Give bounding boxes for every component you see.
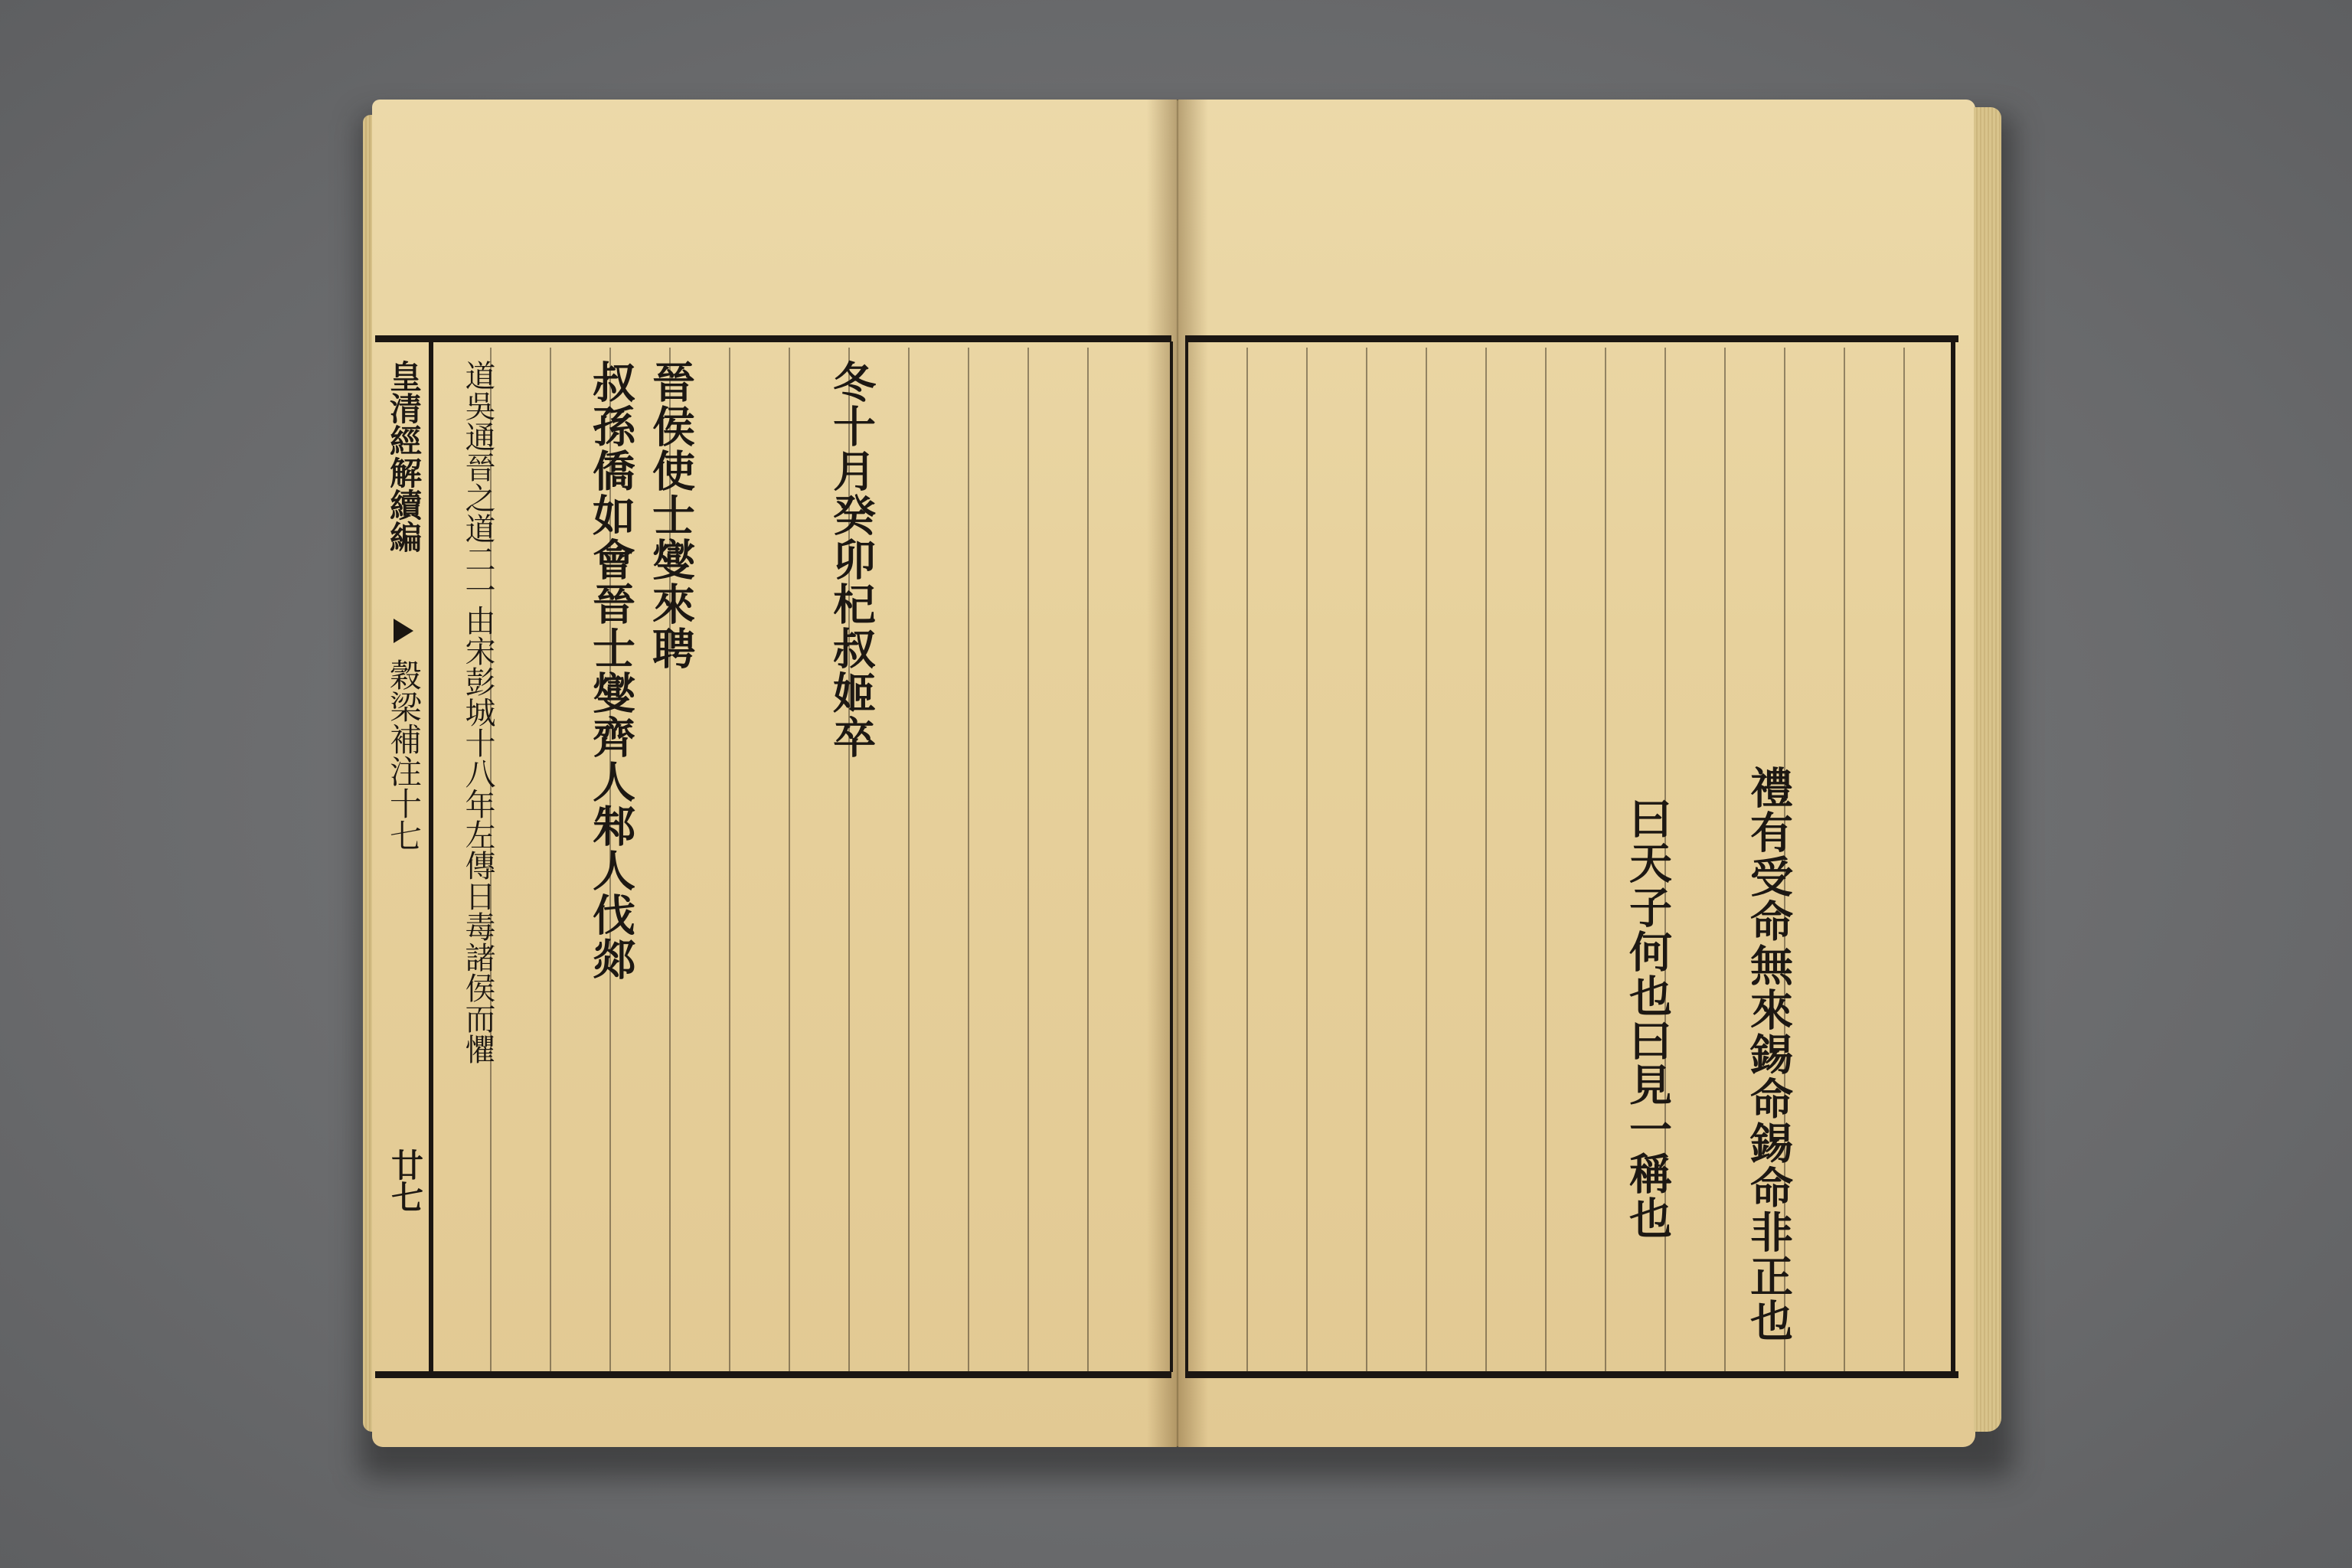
page-number: 廿七 <box>387 1148 424 1213</box>
right-page-frame <box>1185 335 1958 1378</box>
text-column: 禮有受命無來錫命錫命非正也 <box>1743 766 1794 1343</box>
column-rule <box>729 348 730 1372</box>
column-rule <box>1844 348 1845 1372</box>
column-rule <box>1903 348 1905 1372</box>
right-frame-inner-rule <box>1185 341 1188 1372</box>
fold-mark <box>394 619 413 643</box>
column-rule <box>1246 348 1248 1372</box>
right-page-edges <box>1974 107 2001 1432</box>
column-rule <box>908 348 910 1372</box>
left-frame-inner-rule <box>429 341 433 1372</box>
column-rule <box>968 348 969 1372</box>
text-column: 道吳通晉之道二一由宋彭城十八年左傳日毒諸侯而懼 <box>460 360 495 1064</box>
column-rule <box>1366 348 1367 1372</box>
text-column: 冬十月癸卯杞叔姬卒 <box>826 360 877 760</box>
column-rule <box>1605 348 1606 1372</box>
right-frame-outer-rule <box>1951 341 1955 1372</box>
column-rule <box>789 348 790 1372</box>
text-column: 叔孫僑如會晉士燮齊人邾人伐郯 <box>586 360 636 982</box>
column-rule <box>1724 348 1726 1372</box>
column-rule <box>1306 348 1308 1372</box>
column-rule <box>1545 348 1547 1372</box>
column-rule <box>1426 348 1427 1372</box>
book-title: 皇清經解續編 <box>385 360 423 553</box>
column-rule <box>1087 348 1089 1372</box>
text-column: 晉侯使士燮來聘 <box>645 360 696 671</box>
text-column: 曰天子何也曰見一稱也 <box>1622 796 1673 1240</box>
column-rule <box>550 348 551 1372</box>
bleed-through-text: ⠀ <box>1437 115 1472 150</box>
column-rule <box>1027 348 1029 1372</box>
left-frame-outer-rule <box>1170 341 1173 1372</box>
column-rule <box>1485 348 1487 1372</box>
chapter-label: 穀梁補注十七 <box>385 658 423 851</box>
